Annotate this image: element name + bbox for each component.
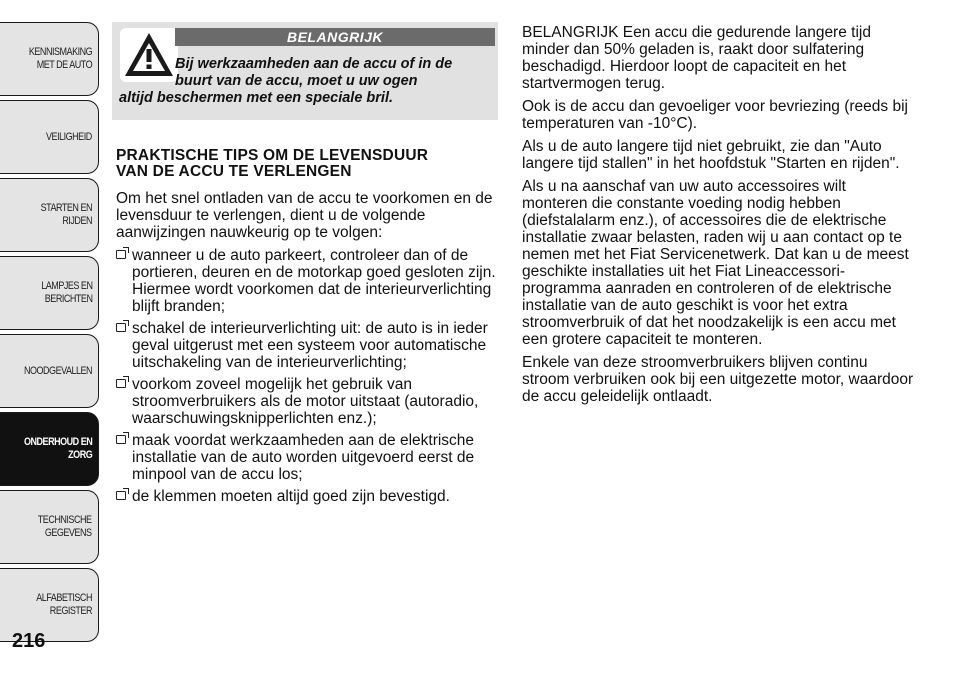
body-paragraph: Als u na aanschaf van uw auto accessoires wilt monteren die constante voeding nodig hebben (diefstalalarm enz.), of accessoires die de elektrische installatie zwaar belasten, raden wij u aan contact op te nemen met het Fiat Servicenetwerk. Dat kan u de meest geschikte installaties uit het Fiat Lineaccessori-programma aanraden en controleren of de elektrische installatie van de auto geschikt is voor het extra stroomverbruik of dat het noodzakelijk is een accu met een grotere capaciteit te monteren. — [522, 178, 909, 348]
tab-veiligheid[interactable] — [0, 100, 99, 174]
warning-line: buurt van de accu, moet u uw ogen — [175, 73, 418, 89]
list-item — [116, 432, 498, 483]
checkbox-bullet-icon — [116, 323, 126, 332]
body-paragraph: Als u de auto langere tijd niet gebruikt, zie dan "Auto langere tijd stallen" in het hoofdstuk "Starten en rijden". — [522, 138, 900, 172]
checkbox-bullet-icon — [116, 491, 126, 500]
list-item-text: maak voordat werkzaamheden aan de elektrische installatie van de auto worden uitgevoerd eerst de minpool van de accu los; — [132, 432, 475, 483]
tab-label: LAMPJES EN BERICHTEN — [40, 280, 92, 305]
heading-line: PRAKTISCHE TIPS OM DE LEVENSDUUR — [116, 147, 429, 164]
left-column — [116, 148, 498, 510]
tab-label: NOODGEVALLEN — [23, 364, 92, 377]
heading-line: VAN DE ACCU TE VERLENGEN — [116, 163, 352, 180]
body-paragraph: Ook is de accu dan gevoeliger voor bevriezing (reeds bij temperaturen van -10°C). — [522, 98, 908, 132]
checkbox-bullet-icon — [116, 379, 126, 388]
warning-line: altijd beschermen met een speciale bril. — [119, 90, 393, 106]
warning-line: Bij werkzaamheden aan de accu of in de — [175, 56, 453, 72]
tab-noodgevallen[interactable] — [0, 334, 99, 408]
checkbox-bullet-icon — [116, 435, 126, 444]
tab-label: ALFABETISCH REGISTER — [36, 592, 92, 617]
tab-technische-gegevens[interactable] — [0, 490, 99, 564]
list-item — [116, 488, 498, 505]
intro-paragraph: Om het snel ontladen van de accu te voorkomen en de levensduur te verlengen, dient u de volgende aanwijzingen nauwkeurig op te volgen: — [116, 190, 493, 241]
tab-starten-en-rijden[interactable] — [0, 178, 99, 252]
body-paragraph: Enkele van deze stroomverbruikers blijven continu stroom verbruiken ook bij een uitgezette motor, waardoor de accu geleidelijk ontlaadt. — [522, 354, 914, 405]
right-column — [522, 24, 914, 411]
tab-lampjes-en-berichten[interactable] — [0, 256, 99, 330]
tab-label: VEILIGHEID — [46, 130, 92, 143]
list-item-text: voorkom zoveel mogelijk het gebruik van stroomverbruikers als de motor uitstaat (autoradio, waarschuwingsknipperlichten enz.); — [132, 376, 479, 427]
checkbox-bullet-icon — [116, 250, 126, 259]
tab-onderhoud-en-zorg[interactable] — [0, 412, 99, 486]
tab-label: TECHNISCHE GEGEVENS — [38, 514, 92, 539]
warning-text — [119, 56, 497, 107]
page-number: 216 — [12, 630, 46, 652]
tab-label: KENNISMAKING MET DE AUTO — [28, 46, 92, 71]
list-item — [116, 376, 498, 427]
list-item-text: de klemmen moeten altijd goed zijn bevestigd. — [132, 488, 450, 505]
list-item — [116, 247, 498, 315]
warning-header: BELANGRIJK — [175, 28, 495, 46]
body-paragraph: BELANGRIJK Een accu die gedurende langere tijd minder dan 50% geladen is, raakt door sulfatering beschadigd. Hierdoor loopt de capaciteit en het startvermogen terug. — [522, 24, 871, 92]
tab-label: ONDERHOUD EN ZORG — [23, 436, 92, 461]
list-item-text: schakel de interieurverlichting uit: de auto is in ieder geval uitgerust met een systeem voor automatische uitschakeling van de interieurverlichting; — [132, 320, 488, 371]
section-heading — [116, 148, 498, 180]
tips-list — [116, 247, 498, 505]
list-item — [116, 320, 498, 371]
list-item-text: wanneer u de auto parkeert, controleer dan of de portieren, deuren en de motorkap goed gesloten zijn. Hiermee wordt voorkomen dat de interieurverlichting blijft branden; — [132, 247, 496, 315]
tab-label: STARTEN EN RIJDEN — [40, 202, 92, 227]
tab-kennismaking[interactable] — [0, 22, 99, 96]
